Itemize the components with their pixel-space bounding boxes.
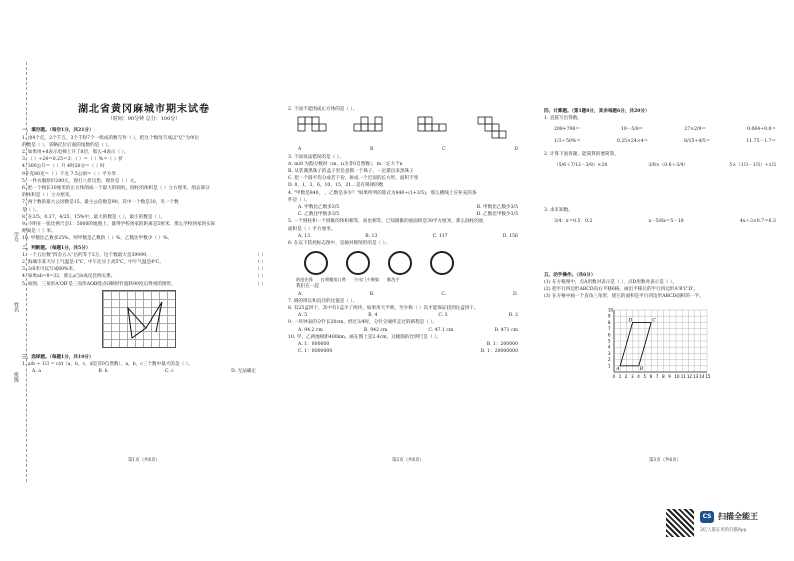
choice-5b: 面积是（ ）平方厘米。	[288, 226, 336, 232]
choice-6: 6. 在以下防控标志图中，是轴对称图形的是（ ）。	[288, 241, 390, 247]
exam-title: 湖北省黄冈麻城市期末试卷	[78, 104, 210, 115]
answer-paren[interactable]: （ ）	[255, 274, 266, 280]
page-footer: 第2页（共6页）	[392, 457, 424, 463]
calc-item: 1/3＋50%＝	[554, 138, 581, 144]
hand-wash-icon	[430, 251, 454, 275]
question-3: 3. （ ）÷24＝0.25＝3：（ ）＝（ ）%＝（ ）折	[22, 157, 123, 163]
x-tick-label: 0	[612, 374, 616, 380]
option-d[interactable]: D. 471 cm	[494, 327, 518, 333]
brand-tagline: 3亿人都在用的扫描App	[700, 528, 747, 533]
calc-item: 5×（1/3－1/5）÷1/2	[729, 163, 776, 169]
answer-paren[interactable]: （ ）	[255, 260, 266, 266]
calc-item: x－5/6x＝5－18	[648, 219, 684, 225]
parallelogram-abcd	[620, 323, 651, 366]
calc-2-row	[544, 162, 786, 169]
y-tick-label: 5	[608, 338, 611, 344]
binding-label-name: 姓名	[13, 302, 19, 312]
choice-9-options	[288, 327, 528, 334]
calc-item: 3/4：x＝0.5：0.2	[554, 219, 593, 225]
y-tick-label: 9	[608, 314, 611, 320]
sign-captions	[296, 276, 528, 283]
binding-label-class: 班级	[13, 372, 19, 382]
x-tick-label: 6	[649, 374, 653, 380]
option-b[interactable]: B. 13	[365, 233, 378, 239]
calc-item: 11.75－1.7＝	[746, 138, 776, 144]
x-tick-label: 3	[631, 374, 634, 380]
calc-item: 3/8×（0.6＋3/4）	[648, 163, 689, 169]
cs-logo-icon: CS	[700, 511, 714, 523]
option-a[interactable]: A.	[298, 291, 303, 297]
option-a[interactable]: A	[298, 147, 302, 153]
option-d[interactable]: D	[514, 147, 518, 153]
x-tick-label: 9	[668, 374, 671, 380]
y-tick-label: 6	[608, 332, 611, 338]
option-b[interactable]: B. b	[98, 369, 108, 375]
point-label: B	[639, 367, 644, 373]
calc-item: 10－5/8＝	[620, 127, 644, 133]
judge-4: 4. 如果ab=8=32，那么a与b成反比例关系。 （ ）	[22, 274, 266, 280]
draw-1: (1) 在方格图中，点A用数对表示是（ ），点D用数对表示是（ ）。	[544, 279, 677, 285]
section-judge: 二、判断题。（每题1分，共5分）	[22, 245, 91, 251]
option-c[interactable]: C. 117	[432, 233, 448, 239]
calc-1-row1	[544, 126, 786, 133]
option-b[interactable]: B.	[369, 291, 375, 297]
brand-name: 扫描全能王	[718, 512, 758, 521]
choice-2-options	[288, 146, 528, 153]
option-a[interactable]: A. a	[32, 369, 41, 375]
option-a[interactable]: A. 13	[298, 233, 311, 239]
option-c[interactable]: C. 1：8000000	[298, 349, 333, 355]
x-tick-label: 15	[705, 374, 711, 380]
calc-item: 0.064÷0.8＝	[747, 127, 776, 133]
page-2	[288, 62, 528, 482]
section-fill-blanks: 一、填空题。（每空1分，共21分）	[22, 128, 94, 134]
answer-paren[interactable]: （ ）	[255, 252, 266, 258]
x-tick-label: 2	[624, 374, 628, 380]
section-drawing: 五、动手操作。（共6分）	[544, 272, 596, 278]
option-b[interactable]: B. 甲数比乙数少3/5	[476, 205, 518, 211]
point-label: D	[628, 318, 633, 324]
question-7b: 是（ ）。	[22, 207, 40, 213]
y-tick-label: 2	[608, 357, 611, 363]
y-tick-label: 8	[608, 320, 611, 326]
section-choice: 三、选择题。（每题1分，共10分）	[22, 354, 94, 360]
choice-8-options	[288, 312, 528, 319]
page-footer: 第1页（共6页）	[128, 457, 160, 463]
choice-3-b[interactable]: B. 从装满黑珠子的盒子里任意摸一个珠子，一定摸出来黑珠子	[288, 169, 414, 175]
coordinate-figure	[544, 300, 786, 382]
option-d[interactable]: D. 无法确定	[231, 369, 256, 375]
draw-2: (2) 把平行四边形ABCD向右平移6格，画出平移后的平行四边形A'B'C'D'。	[544, 287, 699, 293]
caption: 勤洗手	[387, 277, 400, 283]
option-d[interactable]: D. 156	[502, 233, 518, 239]
question-9a: 9. 小明在一张比例尺是1：5000的地图上，量得学校到家的距离是5厘米，那么学校到家的实际	[22, 222, 216, 228]
question-1b: 的数是（ ），省略亿位后面的尾数约是（ ）。	[22, 142, 113, 148]
choice-10-options-row2	[288, 348, 528, 355]
choice-3-d[interactable]: D. 0，1，3，6，10，15，21…是有规律的数	[288, 183, 384, 189]
option-b[interactable]: B. 942 cm	[363, 327, 388, 333]
x-tick-label: 12	[686, 374, 692, 380]
option-b[interactable]: B	[370, 147, 374, 153]
cube-nets	[288, 113, 528, 143]
question-1a: 1. 由4个亿，2个千万，3个千和7个一组成的数写作（ ），把这个数改写成以"亿"为单位	[22, 135, 200, 141]
choice-3-a[interactable]: A. m/8 为假分数时（m，n为非0自然数），m一定大于n	[288, 161, 403, 167]
choice-1-options	[22, 368, 266, 375]
y-tick-label: 7	[608, 326, 611, 332]
x-tick-label: 10	[674, 374, 680, 380]
question-6b: 的体积是（ ）立方厘米。	[22, 193, 74, 199]
option-a[interactable]: A. 1：800000	[298, 342, 330, 348]
judge-2: 2. 海城市某天早上气温是-1℃，中午比早上高5℃，中午气温是4℃。 （ ）	[22, 260, 266, 266]
option-a[interactable]: A. 甲数比乙数多3/5	[298, 205, 340, 211]
question-10: 10. 甲数比乙数多25%，则甲数是乙数的（ ）%，乙数比甲数少（ ）%。	[22, 236, 173, 242]
calc-item: 8/15÷4/5＝	[684, 138, 711, 144]
calc-item: （5/6＋7/12－3/8）×24	[554, 163, 608, 169]
choice-2: 2. 下面不能围成正方体的是（ ）。	[288, 107, 358, 112]
binding-label-id: 学号	[13, 232, 19, 242]
option-b[interactable]: B. 1：200000	[486, 342, 518, 348]
page-3	[544, 62, 786, 482]
stay-home-icon	[388, 251, 412, 275]
option-c[interactable]: C. c	[164, 369, 174, 375]
option-c[interactable]: C. 乙数比甲数多3/5	[298, 212, 340, 218]
answer-paren[interactable]: （ ）	[255, 267, 266, 273]
choice-8: 8. 有25盒饼干，其中有1盒少了两块，如果用天平称，至少称（ ）次才能保证找到这盒饼干。	[288, 306, 479, 312]
y-tick-label: 3	[608, 351, 611, 357]
option-c[interactable]: C	[442, 147, 446, 153]
draw-3: (3) 在方格中画一个直角三角形，使它的面积是平行四边形ABCD面积的一半。	[544, 294, 704, 300]
option-d[interactable]: D. 2	[508, 313, 518, 319]
calc-2: 2. 计算下面各题，能简算的要简算。	[544, 151, 619, 157]
x-tick-label: 8	[662, 374, 665, 380]
option-b[interactable]: B. 4	[368, 313, 378, 319]
section-calculation: 四、计算题。（第1题8分，其余每题6分，共20分）	[544, 109, 650, 114]
judge-3: 3. 3/8米可以写成60%米。 （ ）	[22, 267, 266, 273]
rotation-triangles	[22, 288, 266, 352]
option-d[interactable]: D.	[513, 291, 518, 297]
choice-4-options-row1	[288, 204, 528, 211]
qr-code-icon	[666, 509, 694, 537]
exam-sheet	[10, 62, 790, 482]
choice-4-options-row2	[288, 211, 528, 218]
choice-3-c[interactable]: C. 把一个圆平均分成若干份，拼成一个近似的长方形，面积不变	[288, 176, 419, 182]
calc-1-row2	[544, 138, 786, 145]
choice-9: 9. 一块钟表的分针长20cm，经过3/4时，分针尖端所走过的路程是（ ）。	[288, 320, 438, 326]
choice-5-options	[288, 233, 528, 240]
judge-5: 5. 如图，三角形A'OB'是三角形AOB绕点O顺时针旋转90度后得到的图形。 （ ）	[22, 281, 266, 287]
option-a[interactable]: A. 94.2 cm	[298, 327, 323, 333]
calc-item: 27×2/9＝	[684, 127, 707, 133]
choice-4b: 件是（ ）。	[288, 197, 311, 203]
question-8: 8. 在3/5，0.17，4/25，15%中，最大的数是（ ），最小的数是（ ）。	[22, 214, 166, 220]
choice-10-options-row1	[288, 341, 528, 348]
x-tick-label: 5	[643, 374, 647, 380]
choice-10: 10. 甲、乙两地相距480km，画在图上是2.4cm，这幅图的比例尺是（ ）。	[288, 334, 441, 340]
y-tick-label: 4	[608, 345, 611, 351]
sneeze-icon	[346, 251, 370, 275]
judge-1: 1. 一个五位数"四舍五入"后约等于3万，这个数最大是39999。 （ ）	[22, 252, 266, 258]
y-tick-label: 1	[608, 363, 611, 369]
caption: 防疫先锋	[296, 277, 313, 283]
choice-1: 1. a/b ÷ 1/3 = c/d（a，b，c，d是非0自然数），a，b，c三个数中最大的是（ ）。	[22, 362, 193, 368]
question-9b: 距离是（ ）米。	[22, 229, 56, 235]
answer-paren[interactable]: （ ）	[255, 281, 266, 287]
pioneer-icon	[304, 251, 328, 275]
choice-6-options	[288, 291, 528, 298]
option-d[interactable]: D. 1：20000000	[480, 349, 518, 355]
calc-3: 3. 求未知数。	[544, 208, 573, 214]
calc-item: 208+798＝	[554, 127, 580, 133]
y-tick-label: 10	[608, 307, 614, 313]
page-footer: 第3页（共6页）	[649, 457, 681, 463]
calc-1: 1. 直接写出得数。	[544, 116, 583, 122]
point-label: C	[652, 318, 656, 324]
sign-caption-extra: 我们在一起	[296, 284, 319, 290]
calc-item: 0.25×24×4＝	[616, 138, 649, 144]
x-tick-label: 11	[680, 374, 686, 380]
choice-4a: 4. "甲数是840， ，乙数是多少？"如果所列的算式为840÷(1+3/5)，那么横线上应补充的条	[288, 190, 477, 196]
x-tick-label: 14	[699, 374, 705, 380]
calc-item: 4x＋3×0.7＝6.3	[739, 219, 776, 225]
caption: 打喷嚏捂口鼻	[320, 277, 346, 283]
calc-3-row	[544, 218, 786, 225]
point-label: A	[616, 367, 620, 373]
option-a[interactable]: A. 5	[298, 313, 308, 319]
option-c[interactable]: C.	[441, 291, 447, 297]
option-c[interactable]: C. 47.1 cm	[428, 327, 454, 333]
choice-5a: 5. 一个圆柱和一个圆锥的体积相等，高也相等，已知圆锥的底面积是39平方厘米，那么圆柱的底	[288, 219, 484, 225]
choice-3: 3. 下面说法错误的是（ ）。	[288, 154, 344, 160]
rotation-figure	[22, 288, 266, 352]
option-c[interactable]: C. 3	[438, 313, 448, 319]
x-tick-label: 4	[637, 374, 640, 380]
option-d[interactable]: D. 乙数比甲数少3/5	[476, 212, 518, 218]
question-4b: 9千克80克＝（ ）千克 7.5公顷＝（ ）平方米	[22, 171, 116, 177]
question-4a: 4. 300公升＝（ ）升 4时20分＝（ ）时	[22, 164, 105, 170]
question-6a: 6. 把一个棱长10厘米的正方体削成一个最大的圆柱，圆柱的体积是（ ）立方厘米，削去部分	[22, 186, 210, 192]
choice-7: 7. 圆的周长和直径的比值是（ ）。	[288, 298, 358, 304]
x-tick-label: 1	[618, 374, 622, 380]
coordinate-grid	[544, 300, 786, 382]
x-tick-label: 7	[655, 374, 659, 380]
exam-subtitle: （时间：90分钟 总分：100分）	[107, 116, 181, 123]
page-1	[22, 62, 266, 482]
question-7a: 7. 两个数的最大公因数是15，最小公倍数是90，其中一个数是30，另一个数	[22, 200, 179, 206]
prevention-signs	[304, 251, 528, 275]
x-tick-label: 13	[693, 374, 699, 380]
question-2: 2. 如果用+8表示电梯上升了8层，那么-4表示（ ）。	[22, 150, 129, 156]
caption: 少出门少聚集	[353, 277, 380, 283]
scanner-watermark	[666, 509, 786, 539]
question-5: 5. 一件衣服原价200元，现打八折出售，现价是（ ）元。	[22, 178, 140, 184]
